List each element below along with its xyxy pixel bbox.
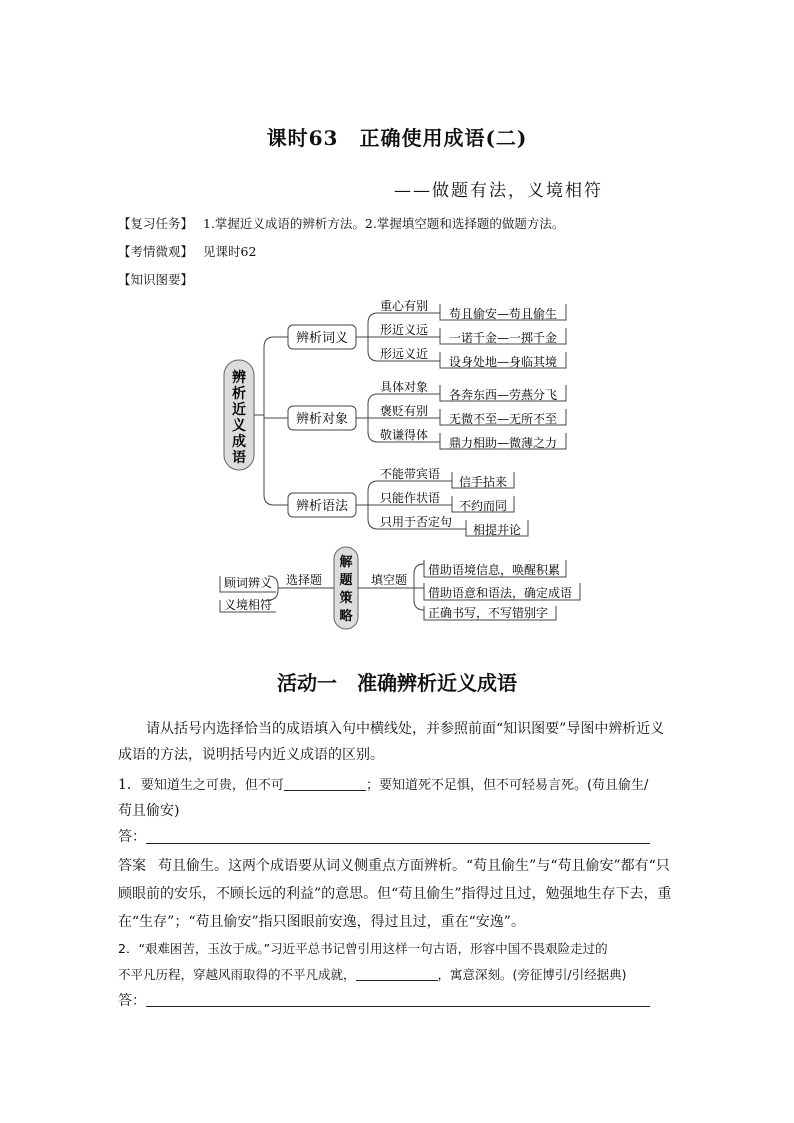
cat-label: 只用于否定句 bbox=[380, 515, 453, 529]
example-text: 设身处地—身临其境 bbox=[448, 355, 558, 369]
cat-label: 敬谦得体 bbox=[380, 428, 429, 442]
answer-label-2: 答： bbox=[118, 993, 146, 1009]
question-1-number: 1． bbox=[118, 777, 141, 793]
example-text: 信手拈来 bbox=[458, 475, 508, 489]
question-2-text-before: 不平凡历程，穿越风雨取得的不平凡成就， bbox=[118, 967, 356, 982]
question-2-line-2 bbox=[118, 962, 626, 988]
root-char: 辨 bbox=[232, 370, 246, 386]
strategy-char: 解 bbox=[339, 555, 353, 570]
cat-label: 具体对象 bbox=[380, 380, 429, 394]
strategy-right-label: 填空题 bbox=[370, 573, 408, 587]
cat-label: 重心有别 bbox=[380, 299, 429, 313]
root-char: 义 bbox=[232, 418, 246, 434]
root-char: 语 bbox=[232, 450, 246, 466]
question-2-blank[interactable] bbox=[356, 964, 438, 981]
question-2-number: 2． bbox=[118, 941, 139, 956]
strategy-right-item: 借助语境信息，唤醒积累 bbox=[428, 563, 561, 577]
instruction-text: 请从括号内选择恰当的成语填入句中横线处，并参照前面“知识图要”导图中辨析近义成语的方法，说明括号内近义成语的区别。 bbox=[118, 721, 665, 763]
question-1-options: 苟且偷安) bbox=[118, 803, 180, 819]
exam-view-text: 见课时62 bbox=[203, 244, 257, 259]
example-text: 各奔东西—劳燕分飞 bbox=[448, 388, 558, 402]
strategy-char: 略 bbox=[339, 609, 353, 624]
branch-label-grammar: 辨析语法 bbox=[295, 499, 349, 514]
activity-title: 活动一 准确辨析近义成语 bbox=[277, 671, 517, 695]
lesson-subtitle: ——做题有法，义境相符 bbox=[394, 181, 603, 201]
cat-label: 形远义近 bbox=[380, 347, 429, 361]
question-1-blank[interactable] bbox=[284, 774, 366, 791]
question-2-line-1 bbox=[118, 936, 608, 962]
root-char: 成 bbox=[232, 434, 246, 450]
strategy-left-item: 义境相符 bbox=[223, 598, 273, 612]
review-task-text: 1.掌握近义成语的辨析方法。2.掌握填空题和选择题的做题方法。 bbox=[203, 216, 565, 231]
answer-label-1: 答： bbox=[118, 829, 146, 845]
example-text: 相提并论 bbox=[472, 523, 522, 537]
question-1-text-before: 要知道生之可贵，但不可 bbox=[140, 778, 284, 793]
cat-label: 褒贬有别 bbox=[380, 404, 429, 418]
example-text: 鼎力相助—微薄之力 bbox=[448, 436, 558, 450]
mindmap-root-text bbox=[232, 369, 246, 466]
branch-label-meaning: 辨析词义 bbox=[295, 331, 349, 346]
answer-1-tag: 答案 bbox=[118, 858, 146, 874]
knowledge-map-tag: 【知识图要】 bbox=[118, 272, 194, 287]
strategy-right-item: 借助语意和语法，确定成语 bbox=[428, 586, 573, 600]
example-text: 无微不至—无所不至 bbox=[448, 412, 558, 426]
question-2-text-1: “艰难困苦，玉汝于成。”习近平总书记曾引用这样一句古语，形容中国不畏艰险走过的 bbox=[138, 941, 608, 956]
question-1-text-after: ；要知道死不足惧，但不可轻易言死。(苟且偷生/ bbox=[365, 778, 649, 793]
root-char: 近 bbox=[232, 402, 246, 418]
cat-label: 形近义远 bbox=[380, 323, 429, 337]
lesson-title: 课时63 正确使用成语(二) bbox=[266, 126, 528, 150]
answer-1-text: 苟且偷生。这两个成语要从词义侧重点方面辨析。“苟且偷生”与“苟且偷安”都有“只顾眼前的安乐，不顾长远的利益”的意思。但“苟且偷生”指得过且过，勉强地生存下去，重在“生存”；“苟且偷安”指只图眼前安逸，得过且过，重在“安逸”。 bbox=[118, 858, 672, 930]
answer-1 bbox=[118, 852, 676, 936]
strategy-left-item: 顾词辨义 bbox=[223, 576, 273, 590]
example-text: 不约而同 bbox=[458, 499, 508, 513]
example-text: 苟且偷安—苟且偷生 bbox=[448, 307, 558, 321]
review-task-tag: 【复习任务】 bbox=[118, 216, 194, 231]
cat-label: 只能作状语 bbox=[380, 491, 441, 505]
question-1 bbox=[118, 772, 648, 799]
answer-line-2[interactable] bbox=[146, 1006, 650, 1007]
strategy-right-item: 正确书写，不写错别字 bbox=[428, 606, 549, 620]
exam-view-tag: 【考情微观】 bbox=[118, 244, 194, 259]
root-char: 析 bbox=[232, 386, 246, 402]
branch-label-object: 辨析对象 bbox=[295, 412, 349, 427]
cat-label: 不能带宾语 bbox=[380, 467, 441, 481]
example-text: 一诺千金—一掷千金 bbox=[448, 331, 558, 345]
strategy-char: 策 bbox=[339, 591, 353, 606]
question-2-text-after: ，寓意深刻。(旁征博引/引经据典) bbox=[437, 967, 627, 982]
strategy-char: 题 bbox=[339, 573, 353, 588]
strategy-left-label: 选择题 bbox=[285, 573, 323, 587]
answer-line-1[interactable] bbox=[146, 843, 650, 844]
